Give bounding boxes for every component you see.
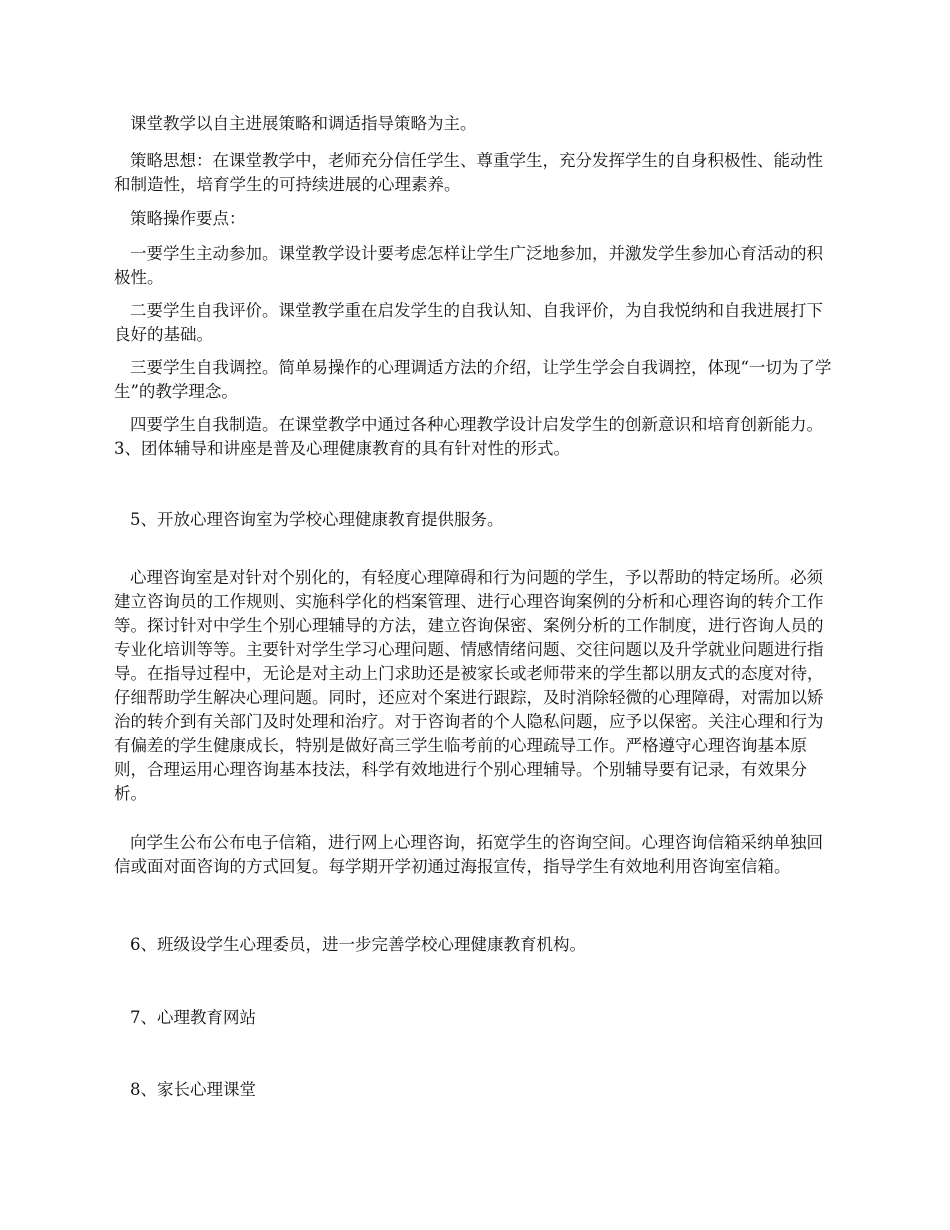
paragraph-counseling-room: 心理咨询室是对针对个别化的，有轻度心理障碍和行为问题的学生，予以帮助的特定场所。必须建立咨询员的工作规则、实施科学化的档案管理、进行心理咨询案例的分析和心理咨询的转介工作等。探讨针对中学生个别心理辅导的方法，建立咨询保密、案例分析的工作制度，进行咨询人员的专业化培训等等。主要针对学生学习心理问题、情感情绪问题、交往问题以及升学就业问题进行指导。在指导过程中，无论是对主动上门求助还是被家长或老师带来的学生都以朋友式的态度对待，仔细帮助学生解决心理问题。同时，还应对个案进行跟踪，及时消除轻微的心理障碍，对需加以矫治的转介到有关部门及时处理和治疗。对于咨询者的个人隐私问题，应予以保密。关注心理和行为有偏差的学生健康成长，特别是做好高三学生临考前的心理疏导工作。严格遵守心理咨询基本原则，合理运用心理咨询基本技法，科学有效地进行个别心理辅导。个别辅导要有记录，有效果分析。 [114,568,824,803]
heading-education-website: 7、心理教育网站 [130,1008,256,1027]
paragraph-point-one: 一要学生主动参加。课堂教学设计要考虑怎样让学生广泛地参加，并激发学生参加心育活动的积极性。 [114,244,823,287]
heading-parent-class: 8、家长心理课堂 [130,1080,256,1099]
heading-counseling-room: 5、开放心理咨询室为学校心理健康教育提供服务。 [130,510,504,529]
paragraph-point-four: 四要学生自我制造。在课堂教学中通过各种心理教学设计启发学生的创新意识和培育创新能力。3、团体辅导和讲座是普及心理健康教育的具有针对性的形式。 [114,415,823,458]
paragraph-strategy-thought: 策略思想：在课堂教学中，老师充分信任学生、尊重学生，充分发挥学生的自身积极性、能动性和制造性，培育学生的可持续进展的心理素养。 [114,151,823,194]
paragraph-operation-points: 策略操作要点： [130,209,246,228]
heading-class-committee: 6、班级设学生心理委员，进一步完善学校心理健康教育机构。 [130,935,586,954]
paragraph-point-two: 二要学生自我评价。课堂教学重在启发学生的自我认知、自我评价，为自我悦纳和自我进展打下良好的基础。 [114,301,823,344]
paragraph-email-consulting: 向学生公布公布电子信箱，进行网上心理咨询，拓宽学生的咨询空间。心理咨询信箱采纳单独回信或面对面咨询的方式回复。每学期开学初通过海报宣传，指导学生有效地利用咨询室信箱。 [114,833,823,876]
paragraph-point-three: 三要学生自我调控。简单易操作的心理调适方法的介绍，让学生学会自我调控，体现“一切为了学生”的教学理念。 [114,358,832,401]
paragraph-classroom-strategy: 课堂教学以自主进展策略和调适指导策略为主。 [130,114,477,133]
